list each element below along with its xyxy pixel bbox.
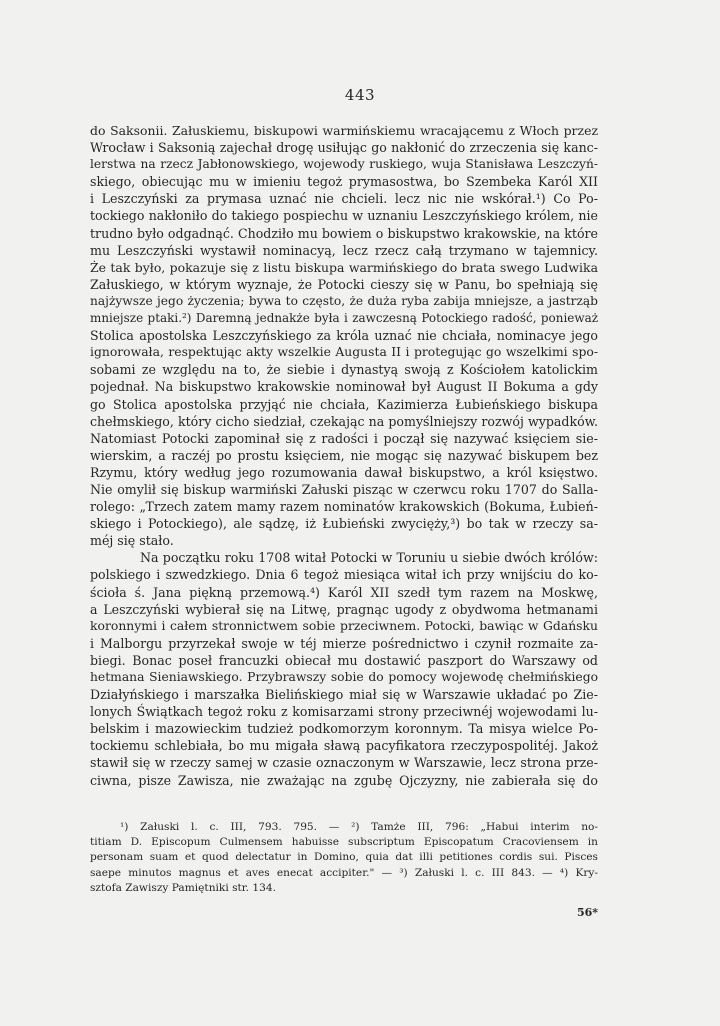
- text-line: go Stolica apostolska przyjąć nie chciała, Kazimierza Łubieńskiego biskupa: [90, 396, 598, 412]
- text-line: skiego, obiecując mu w imieniu tegoż prymasostwa, bo Szembeka Karól XII: [90, 174, 598, 190]
- text-line: chełmskiego, który cicho siedział, czekając na pomyślniejszy rozwój wypadków.: [90, 413, 598, 429]
- text-line: Natomiast Potocki zapominał się z radości i począł się nazywać księciem sie-: [90, 430, 598, 446]
- paragraph-start-line: Na początku roku 1708 witał Potocki w Toruniu u siebie dwóch królów:: [140, 550, 598, 566]
- text-line: i Leszczyński za prymasa uznać nie chcieli. lecz nic nie wskórał.¹) Co Po-: [90, 191, 598, 207]
- text-line: trudno było odgadnąć. Chodziło mu bowiem o biskupstwo krakowskie, na które: [90, 225, 598, 241]
- text-line: najżywsze jego życzenia; bywa to często, że duża ryba zabija mniejsze, a jastrząb: [90, 293, 598, 308]
- text-line: Załuskiego, w którym wyznaje, że Potocki cieszy się w Panu, bo spełniają się: [90, 276, 598, 292]
- text-line: Nie omylił się biskup warmiński Załuski pisząc w czerwcu roku 1707 do Salla-: [90, 481, 598, 497]
- printer-signature-mark: 56*: [576, 906, 598, 919]
- text-line: stawił się w rzeczy samej w czasie oznaczonym w Warszawie, lecz strona prze-: [90, 755, 598, 771]
- text-line: mniejsze ptaki.²) Daremną jednakże była i zawczesną Potockiego radość, ponieważ: [90, 311, 598, 326]
- text-line: biegi. Bonac poseł francuzki obiecał mu dostawić paszport do Warszawy od: [90, 652, 598, 668]
- text-line: Wrocław i Saksonią zajechał drogę usiłując go nakłonić do zrzeczenia się kanc-: [90, 140, 598, 156]
- text-line: polskiego i szwedzkiego. Dnia 6 tegoż miesiąca witał ich przy wnijściu do ko-: [90, 567, 598, 583]
- text-line: méj się stało.: [90, 533, 174, 549]
- text-line: Stolica apostolska Leszczyńskiego za króla uznać nie chciała, nominacye jego: [90, 328, 598, 344]
- text-line: pojednał. Na biskupstwo krakowskie nominował był August II Bokuma a gdy: [90, 379, 598, 395]
- footnote-line: sztofa Zawiszy Pamiętniki str. 134.: [90, 881, 276, 894]
- text-line: tockiego nakłoniło do takiego pospiechu w uznaniu Leszczyńskiego królem, nie: [90, 208, 598, 224]
- text-line: i Malborgu przyrzekał swoje w téj mierze pośrednictwo i czynił rozmaite za-: [90, 635, 598, 651]
- text-line: sobami ze względu na to, że siebie i dynastyą swoją z Kościołem katolickim: [90, 362, 598, 378]
- text-line: Rzymu, który według jego rozumowania dawał biskupstwo, a król księstwo.: [90, 464, 598, 480]
- footnotes: [90, 820, 598, 896]
- text-line: Że tak było, pokazuje się z listu biskupa warmińskiego do brata swego Ludwika: [90, 259, 598, 275]
- text-line: koronnymi i całem stronnictwem sobie przeciwnem. Potocki, bawiąc w Gdańsku: [90, 618, 598, 633]
- body-text: [90, 122, 598, 789]
- page-number: 443: [344, 86, 376, 104]
- text-line: rolego: „Trzech zatem mamy razem nominatów krakowskich (Bokuma, Łubień-: [90, 499, 598, 515]
- text-line: ścioła ś. Jana piękną przemową.⁴) Karól XII szedł tym razem na Moskwę,: [90, 584, 598, 600]
- footnote-line: personam suam et quod delectatur in Domino, quia dat illi petitiones cordis sui. Pisces: [90, 851, 598, 864]
- text-line: tockiemu schlebiała, bo mu migała sławą pacyfikatora rzeczypospolitéj. Jakoż: [90, 738, 598, 754]
- text-line: skiego i Potockiego), ale sądzę, iż Łubieński zwycięży,³) bo tak w rzeczy sa-: [90, 516, 598, 532]
- text-line: ignorowała, respektując akty wszelkie Augusta II i protegując go wszelkimi spo-: [90, 345, 598, 360]
- text-line: lerstwa na rzecz Jabłonowskiego, wojewody ruskiego, wuja Stanisława Leszczyń-: [90, 157, 598, 172]
- footnote-line: titiam D. Episcopum Culmensem habuisse subscriptum Episcopatum Cracoviensem in: [90, 836, 598, 849]
- text-line: wierskim, a raczéj po prostu księciem, nie mogąc się nazywać biskupem bez: [90, 447, 598, 463]
- text-line: lonych Świątkach tegoż roku z komisarzami strony przeciwnéj wojewodami lu-: [90, 704, 598, 720]
- text-line: hetmana Sieniawskiego. Przybrawszy sobie do pomocy wojewodę chełmińskiego: [90, 670, 598, 684]
- text-line: belskim i mazowieckim tudzież podkomorzym koronnym. Ta misya wielce Po-: [90, 721, 598, 737]
- text-line: a Leszczyński wybierał się na Litwę, pragnąc ugody z obydwoma hetmanami: [90, 601, 598, 617]
- footnote-line: ¹) Załuski l. c. III, 793. 795. — ²) Tamże III, 796: „Habui interim no-: [120, 821, 598, 833]
- text-line: mu Leszczyński wystawił nominacyą, lecz rzecz całą trzymano w tajemnicy.: [90, 242, 598, 258]
- footnote-line: saepe minutos magnus et aves enecat accipiter." — ³) Załuski l. c. III 843. — ⁴) Kry-: [90, 866, 598, 879]
- text-line: Działyńskiego i marszałka Bielińskiego miał się w Warszawie układać po Zie-: [90, 687, 598, 703]
- text-line: ciwna, pisze Zawisza, nie zważając na zgubę Ojczyzny, nie zabierała się do: [90, 772, 598, 788]
- text-line: do Saksonii. Załuskiemu, biskupowi warmińskiemu wracającemu z Włoch przez: [90, 123, 598, 138]
